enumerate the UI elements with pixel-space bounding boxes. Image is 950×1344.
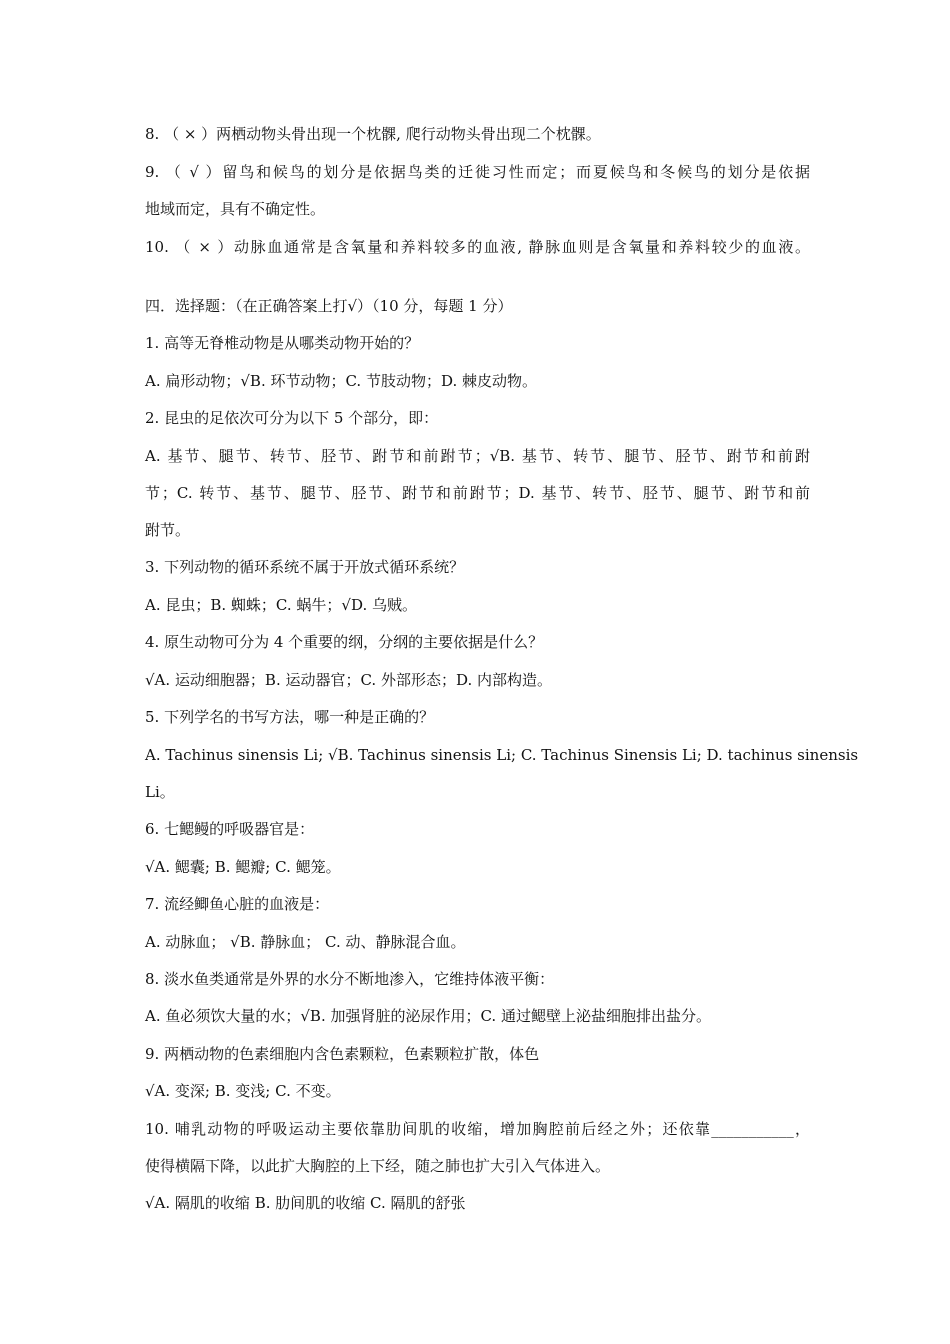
question-7: 7. 流经鲫鱼心脏的血液是： xyxy=(145,895,330,913)
tf-item-9-line2: 地域而定，具有不确定性。 xyxy=(145,200,326,218)
section-heading: 四．选择题：（在正确答案上打√）（10 分，每题 1 分） xyxy=(145,297,513,315)
question-10: 10. 哺乳动物的呼吸运动主要依靠肋间肌的收缩，增加胸腔前后经之外；还依靠___________， xyxy=(145,1120,810,1138)
question-2-options-line2: 节；C. 转节、基节、腿节、胫节、跗节和前跗节；D. 基节、转节、胫节、腿节、跗节和前 xyxy=(145,484,810,502)
tf-item-10: 10. （ × ）动脉血通常是含氧量和养料较多的血液, 静脉血则是含氧量和养料较少的血液。 xyxy=(145,238,810,256)
question-4: 4. 原生动物可分为 4 个重要的纲，分纲的主要依据是什么？ xyxy=(145,633,544,651)
question-7-options: A. 动脉血； √B. 静脉血； C. 动、静脉混合血。 xyxy=(145,933,466,951)
question-2-options-line3: 跗节。 xyxy=(145,521,191,539)
question-9-options: √A. 变深; B. 变浅; C. 不变。 xyxy=(145,1082,341,1100)
question-10-continuation: 使得横隔下降，以此扩大胸腔的上下经，随之肺也扩大引入气体进入。 xyxy=(145,1157,611,1175)
question-9: 9. 两栖动物的色素细胞内含色素颗粒，色素颗粒扩散，体色 xyxy=(145,1045,540,1063)
question-4-options: √A. 运动细胞器；B. 运动器官；C. 外部形态；D. 内部构造。 xyxy=(145,671,552,689)
question-5-options-line1: A. Tachinus sinensis Li; √B. Tachinus sinensis Li; C. Tachinus Sinensis Li; D. tachinus sinensis xyxy=(145,746,859,764)
question-3: 3. 下列动物的循环系统不属于开放式循环系统？ xyxy=(145,558,465,576)
question-6: 6. 七鳃鳗的呼吸器官是： xyxy=(145,820,315,838)
question-1-options: A. 扁形动物；√B. 环节动物；C. 节肢动物；D. 棘皮动物。 xyxy=(145,372,537,390)
question-1: 1. 高等无脊椎动物是从哪类动物开始的？ xyxy=(145,334,420,352)
tf-item-8: 8. （ × ）两栖动物头骨出现一个枕髁, 爬行动物头骨出现二个枕髁。 xyxy=(145,125,601,143)
question-8-options: A. 鱼必须饮大量的水；√B. 加强肾脏的泌尿作用；C. 通过鳃壁上泌盐细胞排出盐分。 xyxy=(145,1007,711,1025)
question-8: 8. 淡水鱼类通常是外界的水分不断地渗入，它维持体液平衡： xyxy=(145,970,555,988)
tf-item-9-line1: 9. （ √ ）留鸟和候鸟的划分是依据鸟类的迁徙习性而定；而夏候鸟和冬候鸟的划分是依据 xyxy=(145,163,810,181)
question-5: 5. 下列学名的书写方法，哪一种是正确的？ xyxy=(145,708,435,726)
question-2: 2. 昆虫的足依次可分为以下 5 个部分，即： xyxy=(145,409,439,427)
question-6-options: √A. 鳃囊; B. 鳃瓣; C. 鳃笼。 xyxy=(145,858,341,876)
question-3-options: A. 昆虫；B. 蜘蛛；C. 蜗牛；√D. 乌贼。 xyxy=(145,596,417,614)
question-5-options-line2: Li。 xyxy=(145,783,175,801)
question-2-options-line1: A. 基节、腿节、转节、胫节、跗节和前跗节；√B. 基节、转节、腿节、胫节、跗节和前跗 xyxy=(145,447,810,465)
question-10-options: √A. 隔肌的收缩 B. 肋间肌的收缩 C. 隔肌的舒张 xyxy=(145,1194,466,1212)
